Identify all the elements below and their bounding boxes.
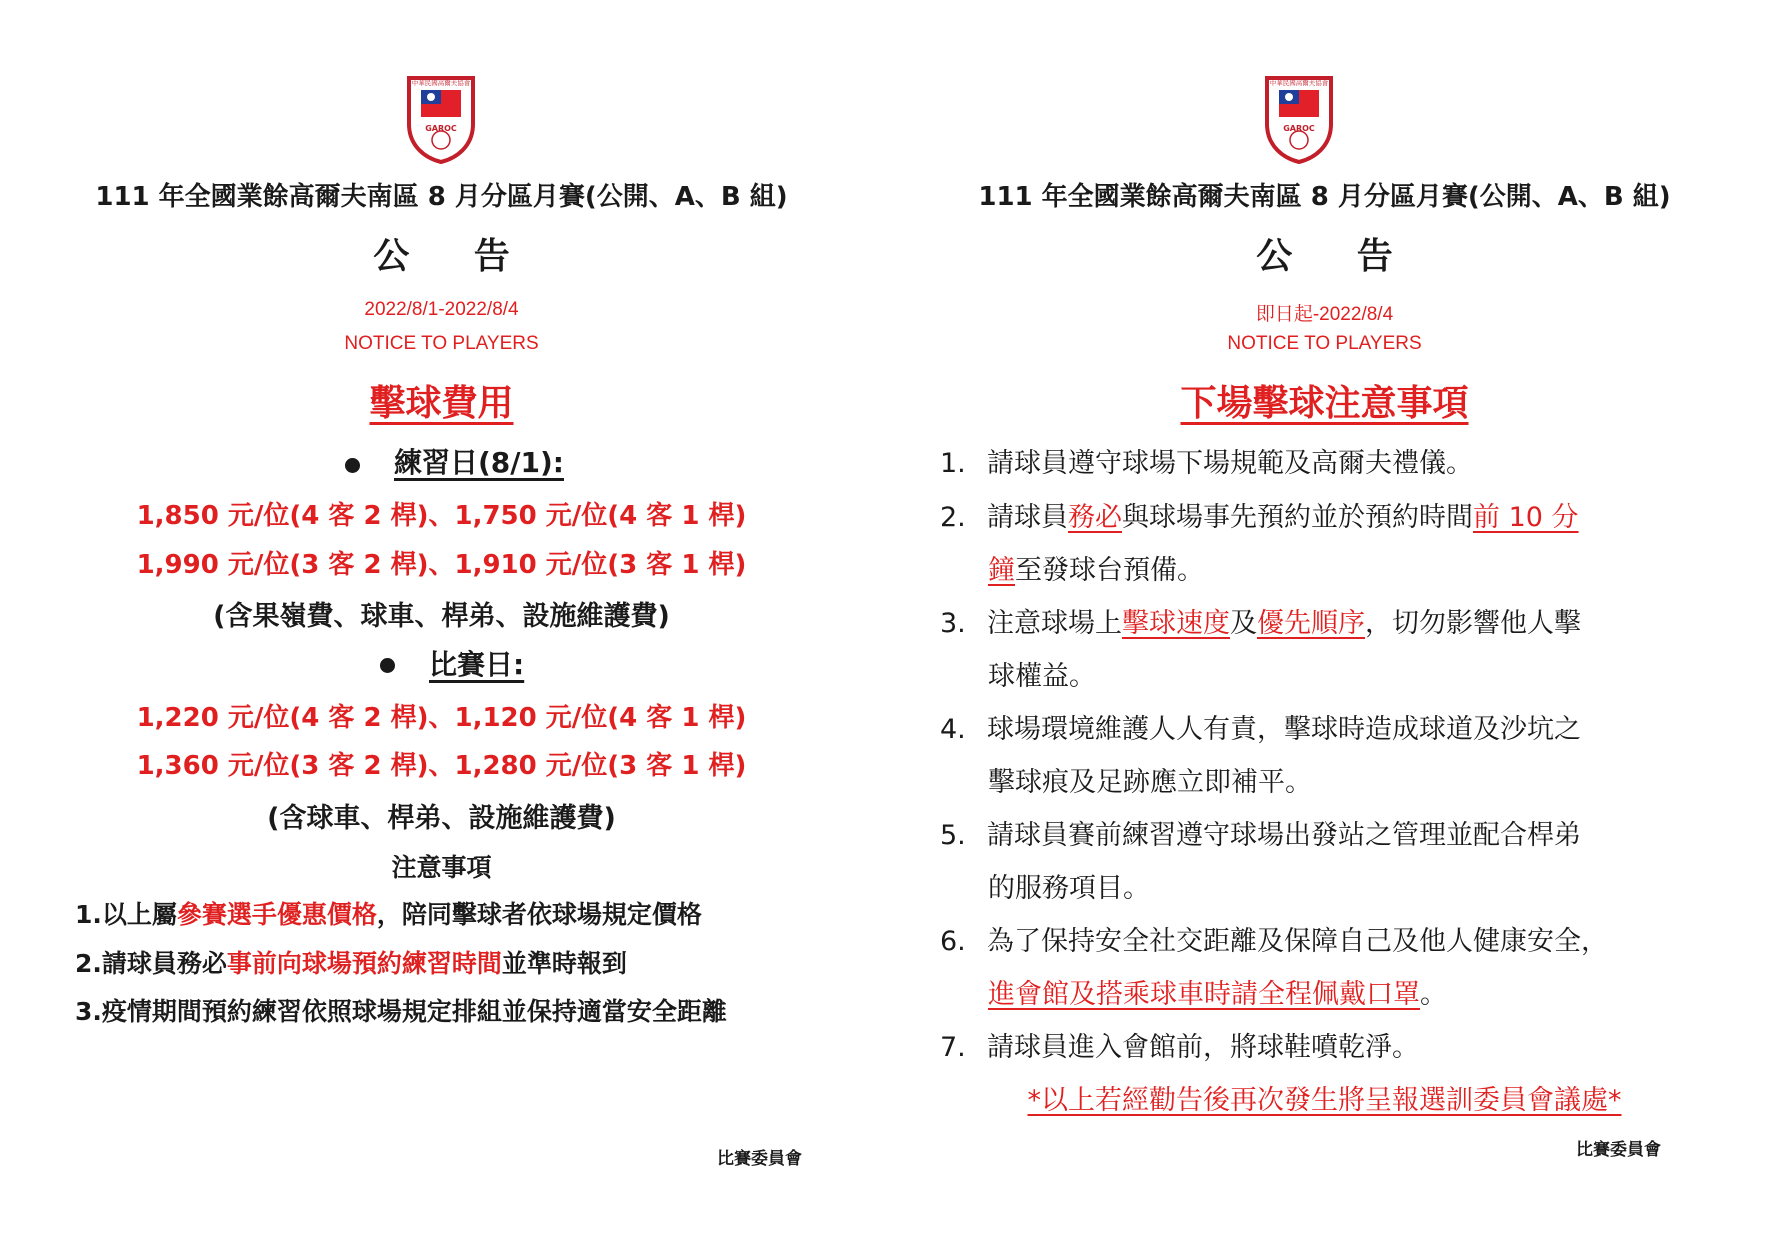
note-text: 2.請球員務必 [75,949,227,978]
bullet-icon [345,458,360,473]
practice-price-line: 1,850 元/位(4 客 2 桿)、1,750 元/位(4 客 1 桿) [136,501,747,531]
rule-text: 請球員 [987,502,1068,533]
garoc-logo [401,72,481,164]
rule-highlight: 務必 [1068,502,1122,533]
rule-item-continued: 擊球痕及足跡應立即補平。 [988,767,1312,798]
match-price-line: 1,220 元/位(4 客 2 桿)、1,120 元/位(4 客 1 桿) [136,703,747,733]
rule-text: 至發球台預備。 [1015,555,1204,586]
rule-highlight: 鐘 [988,555,1015,586]
notice-to-players: NOTICE TO PLAYERS [1227,333,1422,354]
note-highlight: 事前向球場預約練習時間 [226,949,502,978]
practice-price-line: 1,990 元/位(3 客 2 桿)、1,910 元/位(3 客 1 桿) [136,550,747,580]
note-text: 並準時報到 [501,949,627,978]
rule-item-continued: 的服務項目。 [988,873,1150,904]
committee-signature: 比賽委員會 [1576,1140,1661,1160]
rule-text: 請球員遵守球場下場規範及高爾夫禮儀。 [987,448,1473,479]
bullet-icon [380,658,395,673]
rule-number: 3. [940,608,966,639]
rule-number: 1. [940,448,966,479]
logo-letters: GAROC [425,124,457,133]
rule-highlight: 擊球速度 [1122,608,1230,639]
rule-text: 及 [1230,608,1257,639]
note-text: 3.疫情期間預約練習依照球場規定排組並保持適當安全距離 [75,997,727,1026]
rule-item-continued [988,972,1447,1011]
rule-text: 。 [1420,979,1447,1010]
rule-item [940,813,1581,852]
notes-heading: 注意事項 [391,853,492,882]
page-title: 111 年全國業餘高爾夫南區 8 月分區月賽(公開、A、B 組) [978,182,1671,212]
match-includes: (含球車、桿弟、設施維護費) [267,803,616,834]
rule-number: 6. [940,926,966,957]
rule-item [940,495,1579,534]
rule-item [940,441,1473,480]
announcement-label: 公 告 [373,236,536,277]
logo-letters: GAROC [1283,124,1315,133]
rule-text: 請球員賽前練習遵守球場出發站之管理並配合桿弟 [987,820,1581,851]
note-highlight: 參賽選手優惠價格 [176,900,377,929]
rule-item [940,707,1581,746]
date-range: 2022/8/1-2022/8/4 [364,299,519,320]
rule-item [940,919,1608,958]
fee-heading: 擊球費用 [369,383,514,424]
rule-number: 7. [940,1032,966,1063]
rules-heading: 下場擊球注意事項 [1180,383,1469,424]
note-text: 1.以上屬 [75,900,177,929]
garoc-logo [1259,72,1339,164]
page-title: 111 年全國業餘高爾夫南區 8 月分區月賽(公開、A、B 組) [95,182,788,212]
rule-text: 請球員進入會館前，將球鞋噴乾淨。 [987,1032,1419,1063]
rule-text: 為了保持安全社交距離及保障自己及他人健康安全， [987,926,1608,957]
rule-number: 2. [940,502,966,533]
note-item [75,992,727,1028]
rule-text: 球場環境維護人人有責，擊球時造成球道及沙坑之 [987,714,1581,745]
rule-item [940,1025,1419,1064]
rule-highlight: 前 10 分 [1473,502,1579,533]
logo-org-text: 中華民國高爾夫協會 [1269,79,1329,87]
notice-to-players: NOTICE TO PLAYERS [344,333,539,354]
rule-item-continued [988,548,1204,587]
logo-org-text: 中華民國高爾夫協會 [411,79,471,87]
date-range: 即日起-2022/8/4 [1255,304,1394,325]
announcement-label: 公 告 [1256,236,1419,277]
practice-day-label: 練習日(8/1): [394,446,564,479]
match-day-label: 比賽日: [429,648,525,681]
rule-text: 注意球場上 [987,608,1122,639]
match-price-line: 1,360 元/位(3 客 2 桿)、1,280 元/位(3 客 1 桿) [136,751,747,781]
rule-number: 5. [940,820,966,851]
penalty-warning: *以上若經勸告後再次發生將呈報選訓委員會議處* [1027,1085,1622,1116]
rule-highlight: 進會館及搭乘球車時請全程佩戴口罩 [988,979,1420,1010]
rule-item-continued: 球權益。 [988,661,1096,692]
committee-signature: 比賽委員會 [717,1149,802,1169]
rule-highlight: 優先順序 [1257,608,1365,639]
rule-text: ，切勿影響他人擊 [1365,608,1581,639]
note-item [75,895,702,931]
note-text: ，陪同擊球者依球場規定價格 [376,900,702,929]
rule-item [940,601,1581,640]
rule-text: 與球場事先預約並於預約時間 [1122,502,1473,533]
rule-number: 4. [940,714,966,745]
practice-includes: (含果嶺費、球車、桿弟、設施維護費) [213,601,670,632]
note-item [75,944,627,980]
